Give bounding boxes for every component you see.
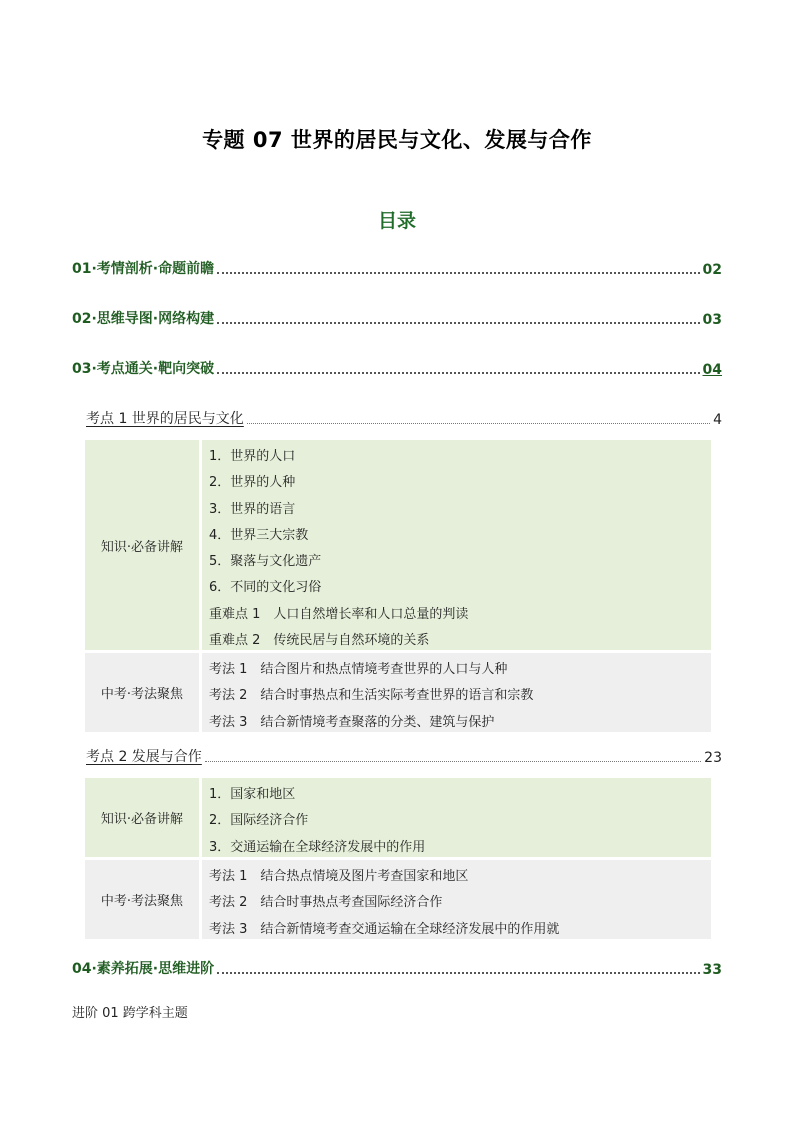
toc-leader-dots [217,371,699,374]
toc-leader-dots [217,971,699,974]
block-items [202,860,711,939]
list-item[interactable]: 3．世界的语言 [209,501,296,517]
list-item[interactable]: 4．世界三大宗教 [209,527,309,543]
toc-section-02[interactable] [72,308,722,328]
toc-page-number: 04 [702,362,722,378]
block-items [202,440,711,650]
toc-page-number: 4 [713,412,722,428]
page-title: 专题 07 世界的居民与文化、发展与合作 [202,128,592,152]
topic-2-knowledge-block [85,778,711,857]
toc-topic-1[interactable] [86,408,722,428]
list-item[interactable]: 重难点 1 人口自然增长率和人口总量的判读 [209,606,469,622]
toc-section-01[interactable] [72,258,722,278]
list-item[interactable]: 考法 3 结合新情境考查交通运输在全球经济发展中的作用就 [209,921,560,937]
list-item[interactable]: 1．世界的人口 [209,449,296,464]
block-label: 中考·考法聚焦 [85,653,199,732]
block-label: 中考·考法聚焦 [85,860,199,939]
topic-1-knowledge-block [85,440,711,650]
list-item[interactable]: 2．国际经济合作 [209,813,309,829]
toc-leader-dots [247,422,710,424]
toc-topic-label: 考点 1 世界的居民与文化 [86,411,244,427]
toc-section-label: 04·素养拓展·思维进阶 [72,961,215,977]
toc-page-number: 33 [702,962,722,978]
block-label: 知识·必备讲解 [85,440,199,650]
toc-page-number: 23 [704,750,722,766]
topic-1-methods-block [85,653,711,732]
list-item[interactable]: 重难点 2 传统民居与自然环境的关系 [209,633,430,649]
block-label: 知识·必备讲解 [85,778,199,857]
list-item[interactable]: 3．交通运输在全球经济发展中的作用 [209,839,426,855]
toc-leader-dots [217,271,699,274]
toc-topic-label: 考点 2 发展与合作 [86,749,202,765]
toc-heading: 目录 [377,210,416,232]
list-item[interactable]: 考法 1 结合热点情境及图片考查国家和地区 [209,869,469,884]
toc-section-04[interactable] [72,958,722,978]
toc-page-number: 03 [702,312,722,328]
list-item[interactable]: 考法 1 结合图片和热点情境考查世界的人口与人种 [209,662,508,677]
toc-leader-dots [205,760,701,762]
toc-section-label: 01·考情剖析·命题前瞻 [72,261,215,277]
list-item[interactable]: 考法 3 结合新情境考查聚落的分类、建筑与保护 [209,714,495,730]
block-items [202,653,711,732]
toc-topic-2[interactable] [86,746,722,766]
topic-2-methods-block [85,860,711,939]
list-item[interactable]: 5．聚落与文化遗产 [209,554,322,570]
toc-leader-dots [217,321,699,324]
toc-page-number: 02 [702,262,722,278]
list-item[interactable]: 2．世界的人种 [209,475,296,491]
list-item[interactable]: 1．国家和地区 [209,787,296,802]
block-items [202,778,711,857]
list-item[interactable]: 考法 2 结合时事热点考查国际经济合作 [209,895,443,911]
toc-section-label: 03·考点通关·靶向突破 [72,361,215,377]
list-item[interactable]: 考法 2 结合时事热点和生活实际考查世界的语言和宗教 [209,688,534,704]
list-item[interactable]: 6．不同的文化习俗 [209,580,322,596]
toc-section-03[interactable] [72,358,722,378]
advanced-topic-label: 进阶 01 跨学科主题 [72,1006,188,1021]
toc-section-label: 02·思维导图·网络构建 [72,311,215,327]
